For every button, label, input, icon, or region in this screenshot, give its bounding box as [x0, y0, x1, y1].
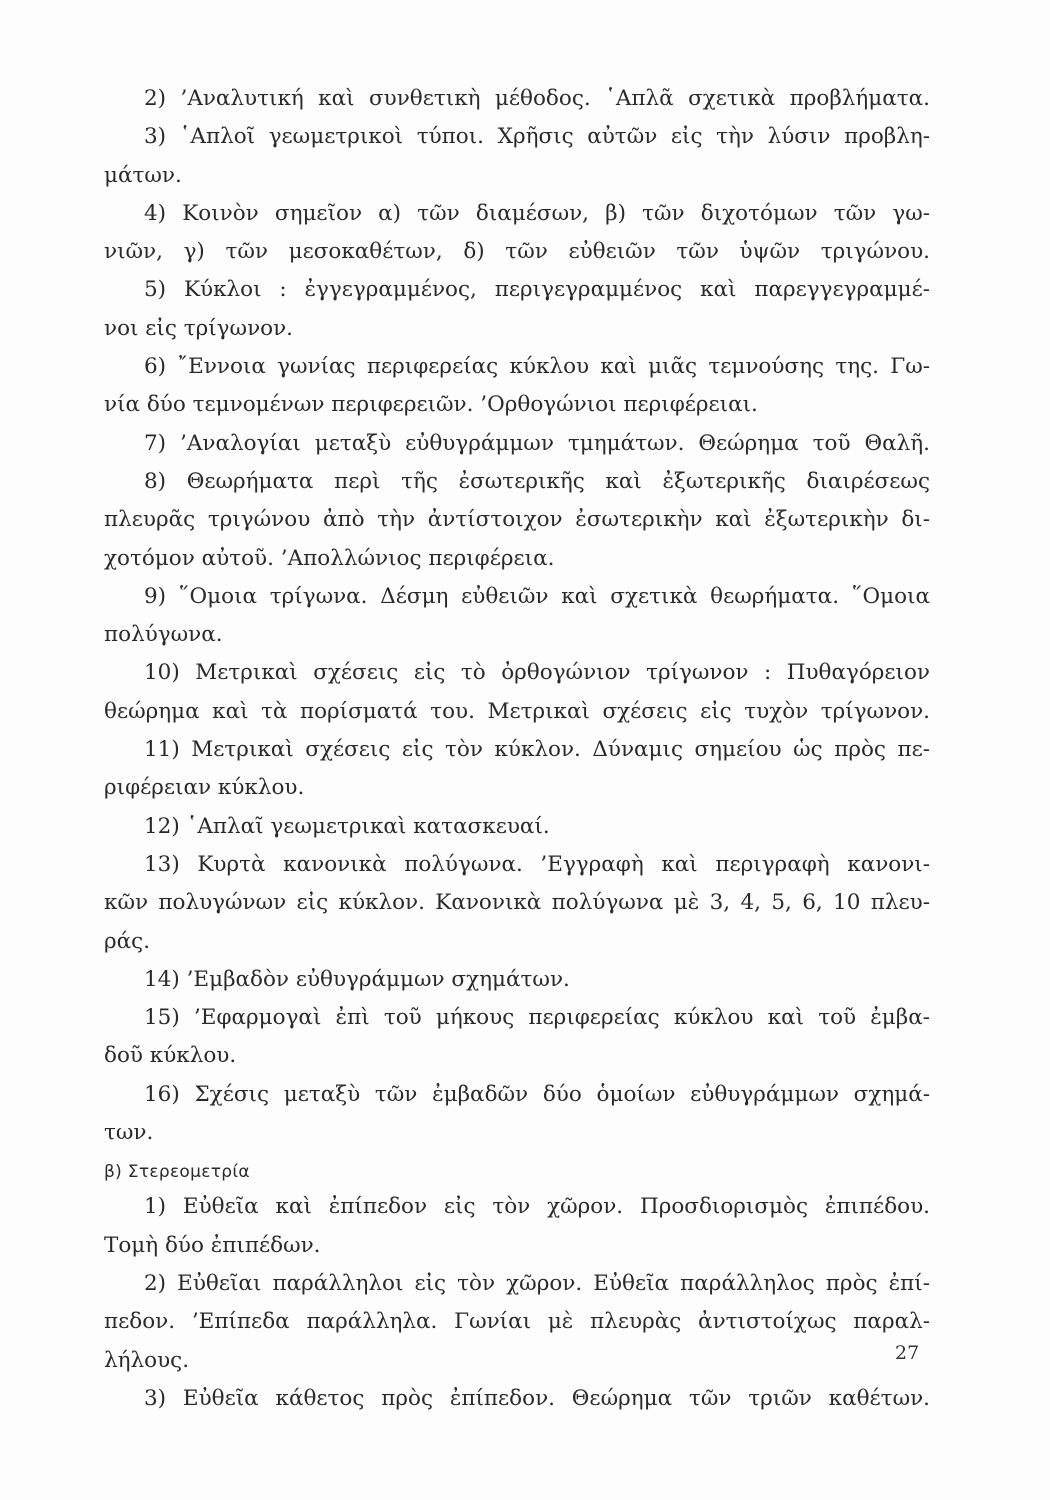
text-line: κῶν πολυγώνων εἰς κύκλον. Κανονικὰ πολύγωνα μὲ 3, 4, 5, 6, 10 πλευ- [104, 890, 930, 916]
text-line: 4) Κοινὸν σημεῖον α) τῶν διαμέσων, β) τῶν διχοτόμων τῶν γω- [144, 200, 930, 226]
text-line: 12) ῾Απλαῖ γεωμετρικαὶ κατασκευαί. [144, 813, 550, 839]
text-line: θεώρημα καὶ τὰ πορίσματά του. Μετρικαὶ σχέσεις εἰς τυχὸν τρίγωνον. [104, 698, 930, 724]
text-line: νία δύο τεμνομένων περιφερειῶν. ’Ορθογώνιοι περιφέρειαι. [104, 392, 758, 418]
text-line: 15) ’Εφαρμογαὶ ἐπὶ τοῦ μήκους περιφερείας κύκλου καὶ τοῦ ἐμβα- [144, 1005, 930, 1031]
text-line: πεδον. ’Επίπεδα παράλληλα. Γωνίαι μὲ πλευρὰς ἀντιστοίχως παραλ- [104, 1309, 930, 1335]
text-line: 7) ’Αναλογίαι μεταξὺ εὐθυγράμμων τμημάτων. Θεώρημα τοῦ Θαλῆ. [144, 430, 930, 456]
text-line: ριφέρειαν κύκλου. [104, 775, 305, 801]
text-line: Τομὴ δύο ἐπιπέδων. [104, 1232, 321, 1258]
text-line: ράς. [104, 928, 151, 954]
text-line: 13) Κυρτὰ κανονικὰ πολύγωνα. ’Εγγραφὴ καὶ περιγραφὴ κανονι- [144, 851, 930, 877]
text-line: 16) Σχέσις μεταξὺ τῶν ἐμβαδῶν δύο ὁμοίων εὐθυγράμμων σχημά- [144, 1081, 930, 1107]
text-line: πολύγωνα. [104, 622, 223, 648]
text-line: 1) Εὐθεῖα καὶ ἐπίπεδον εἰς τὸν χῶρον. Προσδιορισμὸς ἐπιπέδου. [144, 1194, 930, 1220]
text-line: 8) Θεωρήματα περὶ τῆς ἐσωτερικῆς καὶ ἐξωτερικῆς διαιρέσεως [144, 468, 930, 494]
text-line: χοτόμον αὐτοῦ. ’Απολλώνιος περιφέρεια. [104, 545, 555, 571]
body-text [104, 80, 930, 1418]
text-line: 2) ’Αναλυτική καὶ συνθετικὴ μέθοδος. ῾Απλᾶ σχετικὰ προβλήματα. [144, 86, 930, 111]
text-line: λήλους. [104, 1347, 190, 1373]
page-number: 27 [895, 1342, 920, 1364]
text-line: 3) Εὐθεῖα κάθετος πρὸς ἐπίπεδον. Θεώρημα τῶν τριῶν καθέτων. [144, 1385, 930, 1411]
text-line: δοῦ κύκλου. [104, 1043, 237, 1069]
text-line: των. [104, 1120, 154, 1146]
text-line: 2) Εὐθεῖαι παράλληλοι εἰς τὸν χῶρον. Εὐθεῖα παράλληλος πρὸς ἐπί- [144, 1270, 930, 1296]
text-line: νιῶν, γ) τῶν μεσοκαθέτων, δ) τῶν εὐθειῶν τῶν ὑψῶν τριγώνου. [104, 239, 930, 265]
text-line: 5) Κύκλοι : ἐγγεγραμμένος, περιγεγραμμένος καὶ παρεγγεγραμμέ- [144, 277, 930, 303]
section-heading: β) Στερεομετρία [104, 1162, 250, 1183]
text-line: 9) ῞Ομοια τρίγωνα. Δέσμη εὐθειῶν καὶ σχετικὰ θεωρήματα. ῞Ομοια [144, 583, 930, 609]
text-line: 6) ῎Εννοια γωνίας περιφερείας κύκλου καὶ μιᾶς τεμνούσης της. Γω- [144, 354, 930, 380]
text-line: 3) ῾Απλοῖ γεωμετρικοὶ τύποι. Χρῆσις αὐτῶν εἰς τὴν λύσιν προβλη- [144, 124, 930, 150]
text-line: μάτων. [104, 162, 182, 188]
text-line: 10) Μετρικαὶ σχέσεις εἰς τὸ ὀρθογώνιον τρίγωνον : Πυθαγόρειον [144, 660, 930, 686]
text-line: 14) ’Εμβαδὸν εὐθυγράμμων σχημάτων. [144, 966, 570, 992]
text-line: πλευρᾶς τριγώνου ἀπὸ τὴν ἀντίστοιχον ἐσωτερικὴν καὶ ἐξωτερικὴν δι- [104, 507, 930, 533]
text-line: νοι εἰς τρίγωνον. [104, 315, 293, 341]
text-line: 11) Μετρικαὶ σχέσεις εἰς τὸν κύκλον. Δύναμις σημείου ὡς πρὸς πε- [144, 737, 930, 763]
